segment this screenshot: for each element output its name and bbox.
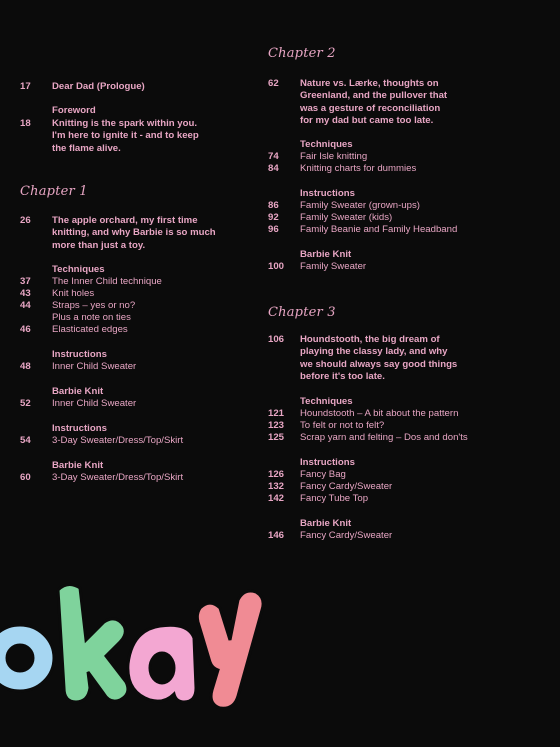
page-number: 37 (20, 276, 31, 287)
entry-title: Inner Child Sweater (52, 398, 137, 409)
page-number: 18 (20, 118, 31, 129)
entry-title: Houndstooth, the big dream of playing the classy lady, and why we should always say good things before it's too late. (300, 334, 458, 383)
chapter-1-title: Chapter 1 (20, 184, 88, 199)
entry-title: Inner Child Sweater (52, 361, 137, 372)
entry-title: Plus a note on ties (52, 312, 131, 323)
entry-title: The apple orchard, my first time knitting, and why Barbie is so much more than just a toy. (52, 215, 216, 251)
okay-lettering-graphic (0, 578, 270, 713)
foreword-heading: Foreword (52, 105, 96, 116)
page-number: 125 (268, 432, 285, 443)
entry-title: 3-Day Sweater/Dress/Top/Skirt (52, 472, 184, 483)
entry-title: Dear Dad (Prologue) (52, 81, 145, 92)
entry-title: Family Sweater (kids) (300, 212, 393, 223)
entry-title: Knitting charts for dummies (300, 163, 417, 174)
entry-title: Family Sweater (300, 261, 367, 272)
letter-y-shape (197, 591, 263, 708)
page-number: 86 (268, 200, 279, 211)
page-number: 46 (20, 324, 31, 335)
entry-title: To felt or not to felt? (300, 420, 385, 431)
techniques-heading: Techniques (300, 139, 353, 150)
barbie-knit-heading: Barbie Knit (300, 518, 352, 529)
page-number: 54 (20, 435, 31, 446)
page-number: 43 (20, 288, 31, 299)
page-number: 17 (20, 81, 31, 92)
page-number: 132 (268, 481, 285, 492)
entry-title: Knitting is the spark within you. I'm here to ignite it - and to keep the flame alive. (52, 118, 199, 154)
page-number: 146 (268, 530, 285, 541)
entry-title: 3-Day Sweater/Dress/Top/Skirt (52, 435, 184, 446)
entry-title: Fancy Tube Top (300, 493, 369, 504)
page-number: 121 (268, 408, 285, 419)
chapter-3-title: Chapter 3 (268, 305, 336, 320)
techniques-heading: Techniques (52, 264, 105, 275)
page-number: 96 (268, 224, 279, 235)
entry-title: Scrap yarn and felting – Dos and don'ts (300, 432, 468, 443)
entry-title: Fair Isle knitting (300, 151, 368, 162)
page-number: 100 (268, 261, 285, 272)
entry-title: Houndstooth – A bit about the pattern (300, 408, 459, 419)
entry-title: Nature vs. Lærke, thoughts on Greenland, and the pullover that was a gesture of reconciliation for my dad but came too late. (300, 78, 448, 127)
entry-title: The Inner Child technique (52, 276, 162, 287)
barbie-knit-heading: Barbie Knit (52, 386, 104, 397)
instructions-heading: Instructions (52, 423, 107, 434)
instructions-heading: Instructions (52, 349, 107, 360)
page-number: 52 (20, 398, 31, 409)
page-number: 60 (20, 472, 31, 483)
entry-title: Family Beanie and Family Headband (300, 224, 458, 235)
entry-title: Family Sweater (grown-ups) (300, 200, 420, 211)
page-number: 26 (20, 215, 31, 226)
entry-title: Straps – yes or no? (52, 300, 136, 311)
entry-title: Fancy Cardy/Sweater (300, 481, 393, 492)
page-number: 62 (268, 78, 279, 89)
entry-title: Elasticated edges (52, 324, 128, 335)
barbie-knit-heading: Barbie Knit (52, 460, 104, 471)
page-number: 74 (268, 151, 279, 162)
page-number: 84 (268, 163, 279, 174)
entry-title: Knit holes (52, 288, 95, 299)
page-number: 142 (268, 493, 285, 504)
page-number: 123 (268, 420, 285, 431)
barbie-knit-heading: Barbie Knit (300, 249, 352, 260)
page-number: 106 (268, 334, 285, 345)
entry-title: Fancy Cardy/Sweater (300, 530, 393, 541)
instructions-heading: Instructions (300, 457, 355, 468)
page-number: 126 (268, 469, 285, 480)
chapter-2-title: Chapter 2 (268, 46, 336, 61)
letter-k-shape (58, 584, 128, 702)
entry-title: Fancy Bag (300, 469, 346, 480)
page-number: 44 (20, 300, 31, 311)
techniques-heading: Techniques (300, 396, 353, 407)
page-number: 92 (268, 212, 279, 223)
page-number: 48 (20, 361, 31, 372)
instructions-heading: Instructions (300, 188, 355, 199)
